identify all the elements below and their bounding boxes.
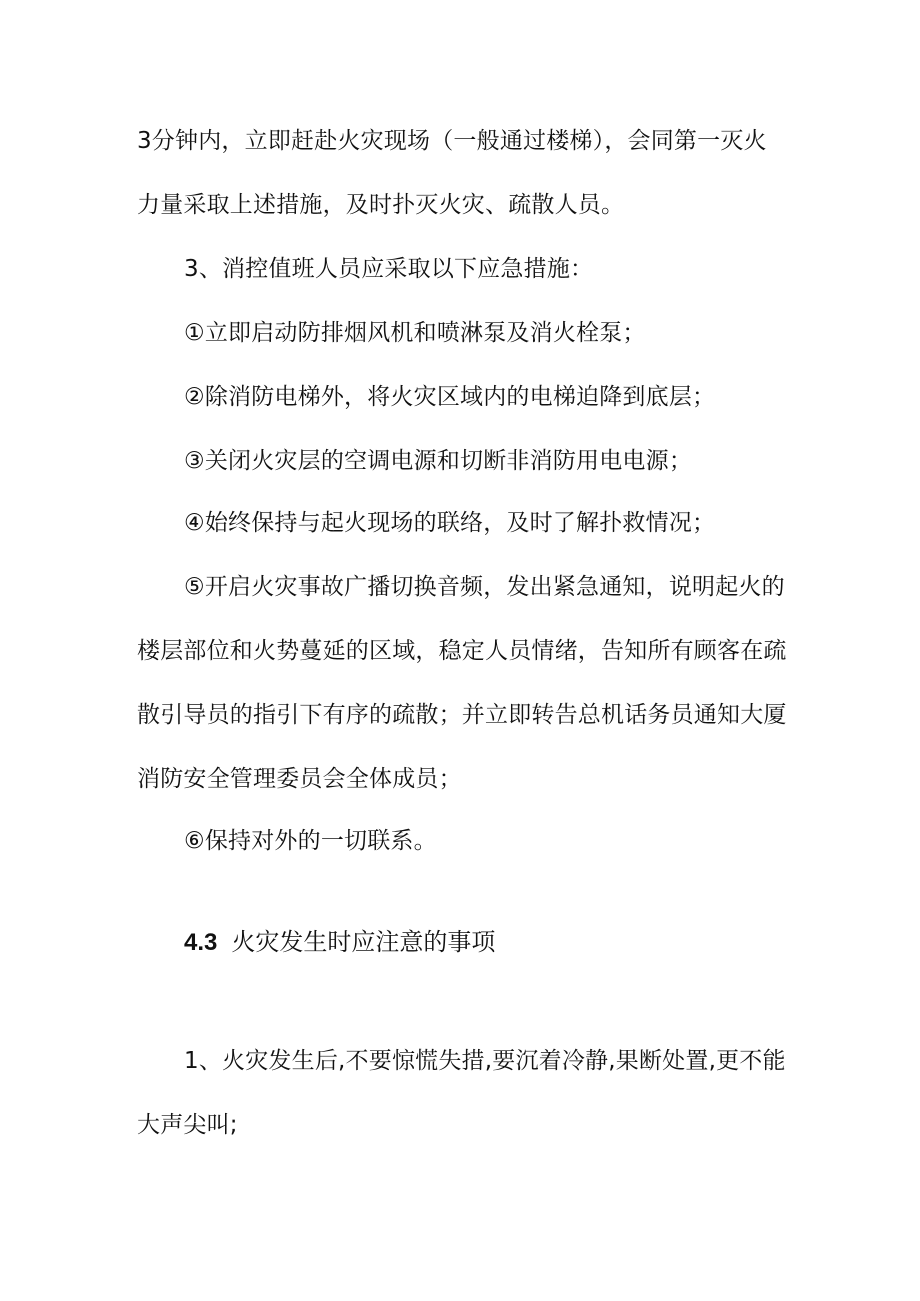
list-item: ③关闭火灾层的空调电源和切断非消防用电电源；: [184, 448, 693, 474]
list-item: ①立即启动防排烟风机和喷淋泵及消火栓泵；: [184, 320, 646, 346]
list-item: ②除消防电梯外，将火灾区域内的电梯迫降到底层；: [184, 384, 716, 410]
paragraph-line: 3分钟内，立即赶赴火灾现场（一般通过楼梯），会同第一灭火: [137, 128, 767, 154]
section-number: 4.3: [184, 929, 218, 956]
paragraph-line: 楼层部位和火势蔓延的区域，稳定人员情绪，告知所有顾客在疏: [137, 638, 787, 664]
section-title: 火灾发生时应注意的事项: [231, 928, 496, 956]
paragraph-line: 消防安全管理委员会全体成员；: [137, 766, 462, 792]
paragraph-line: 1、火灾发生后,不要惊慌失措,要沉着冷静,果断处置,更不能: [184, 1048, 786, 1074]
paragraph-line: 散引导员的指引下有序的疏散；并立即转告总机话务员通知大厦: [137, 702, 787, 728]
list-item: ⑤开启火灾事故广播切换音频，发出紧急通知，说明起火的: [184, 574, 785, 600]
list-item: ④始终保持与起火现场的联络，及时了解扑救情况；: [184, 510, 716, 536]
paragraph-line: 力量采取上述措施，及时扑灭火灾、疏散人员。: [137, 192, 625, 218]
paragraph-line: 3、消控值班人员应采取以下应急措施：: [184, 256, 594, 282]
paragraph-line: 大声尖叫;: [137, 1112, 238, 1138]
section-heading: [184, 927, 495, 958]
list-item: ⑥保持对外的一切联系。: [184, 828, 437, 854]
